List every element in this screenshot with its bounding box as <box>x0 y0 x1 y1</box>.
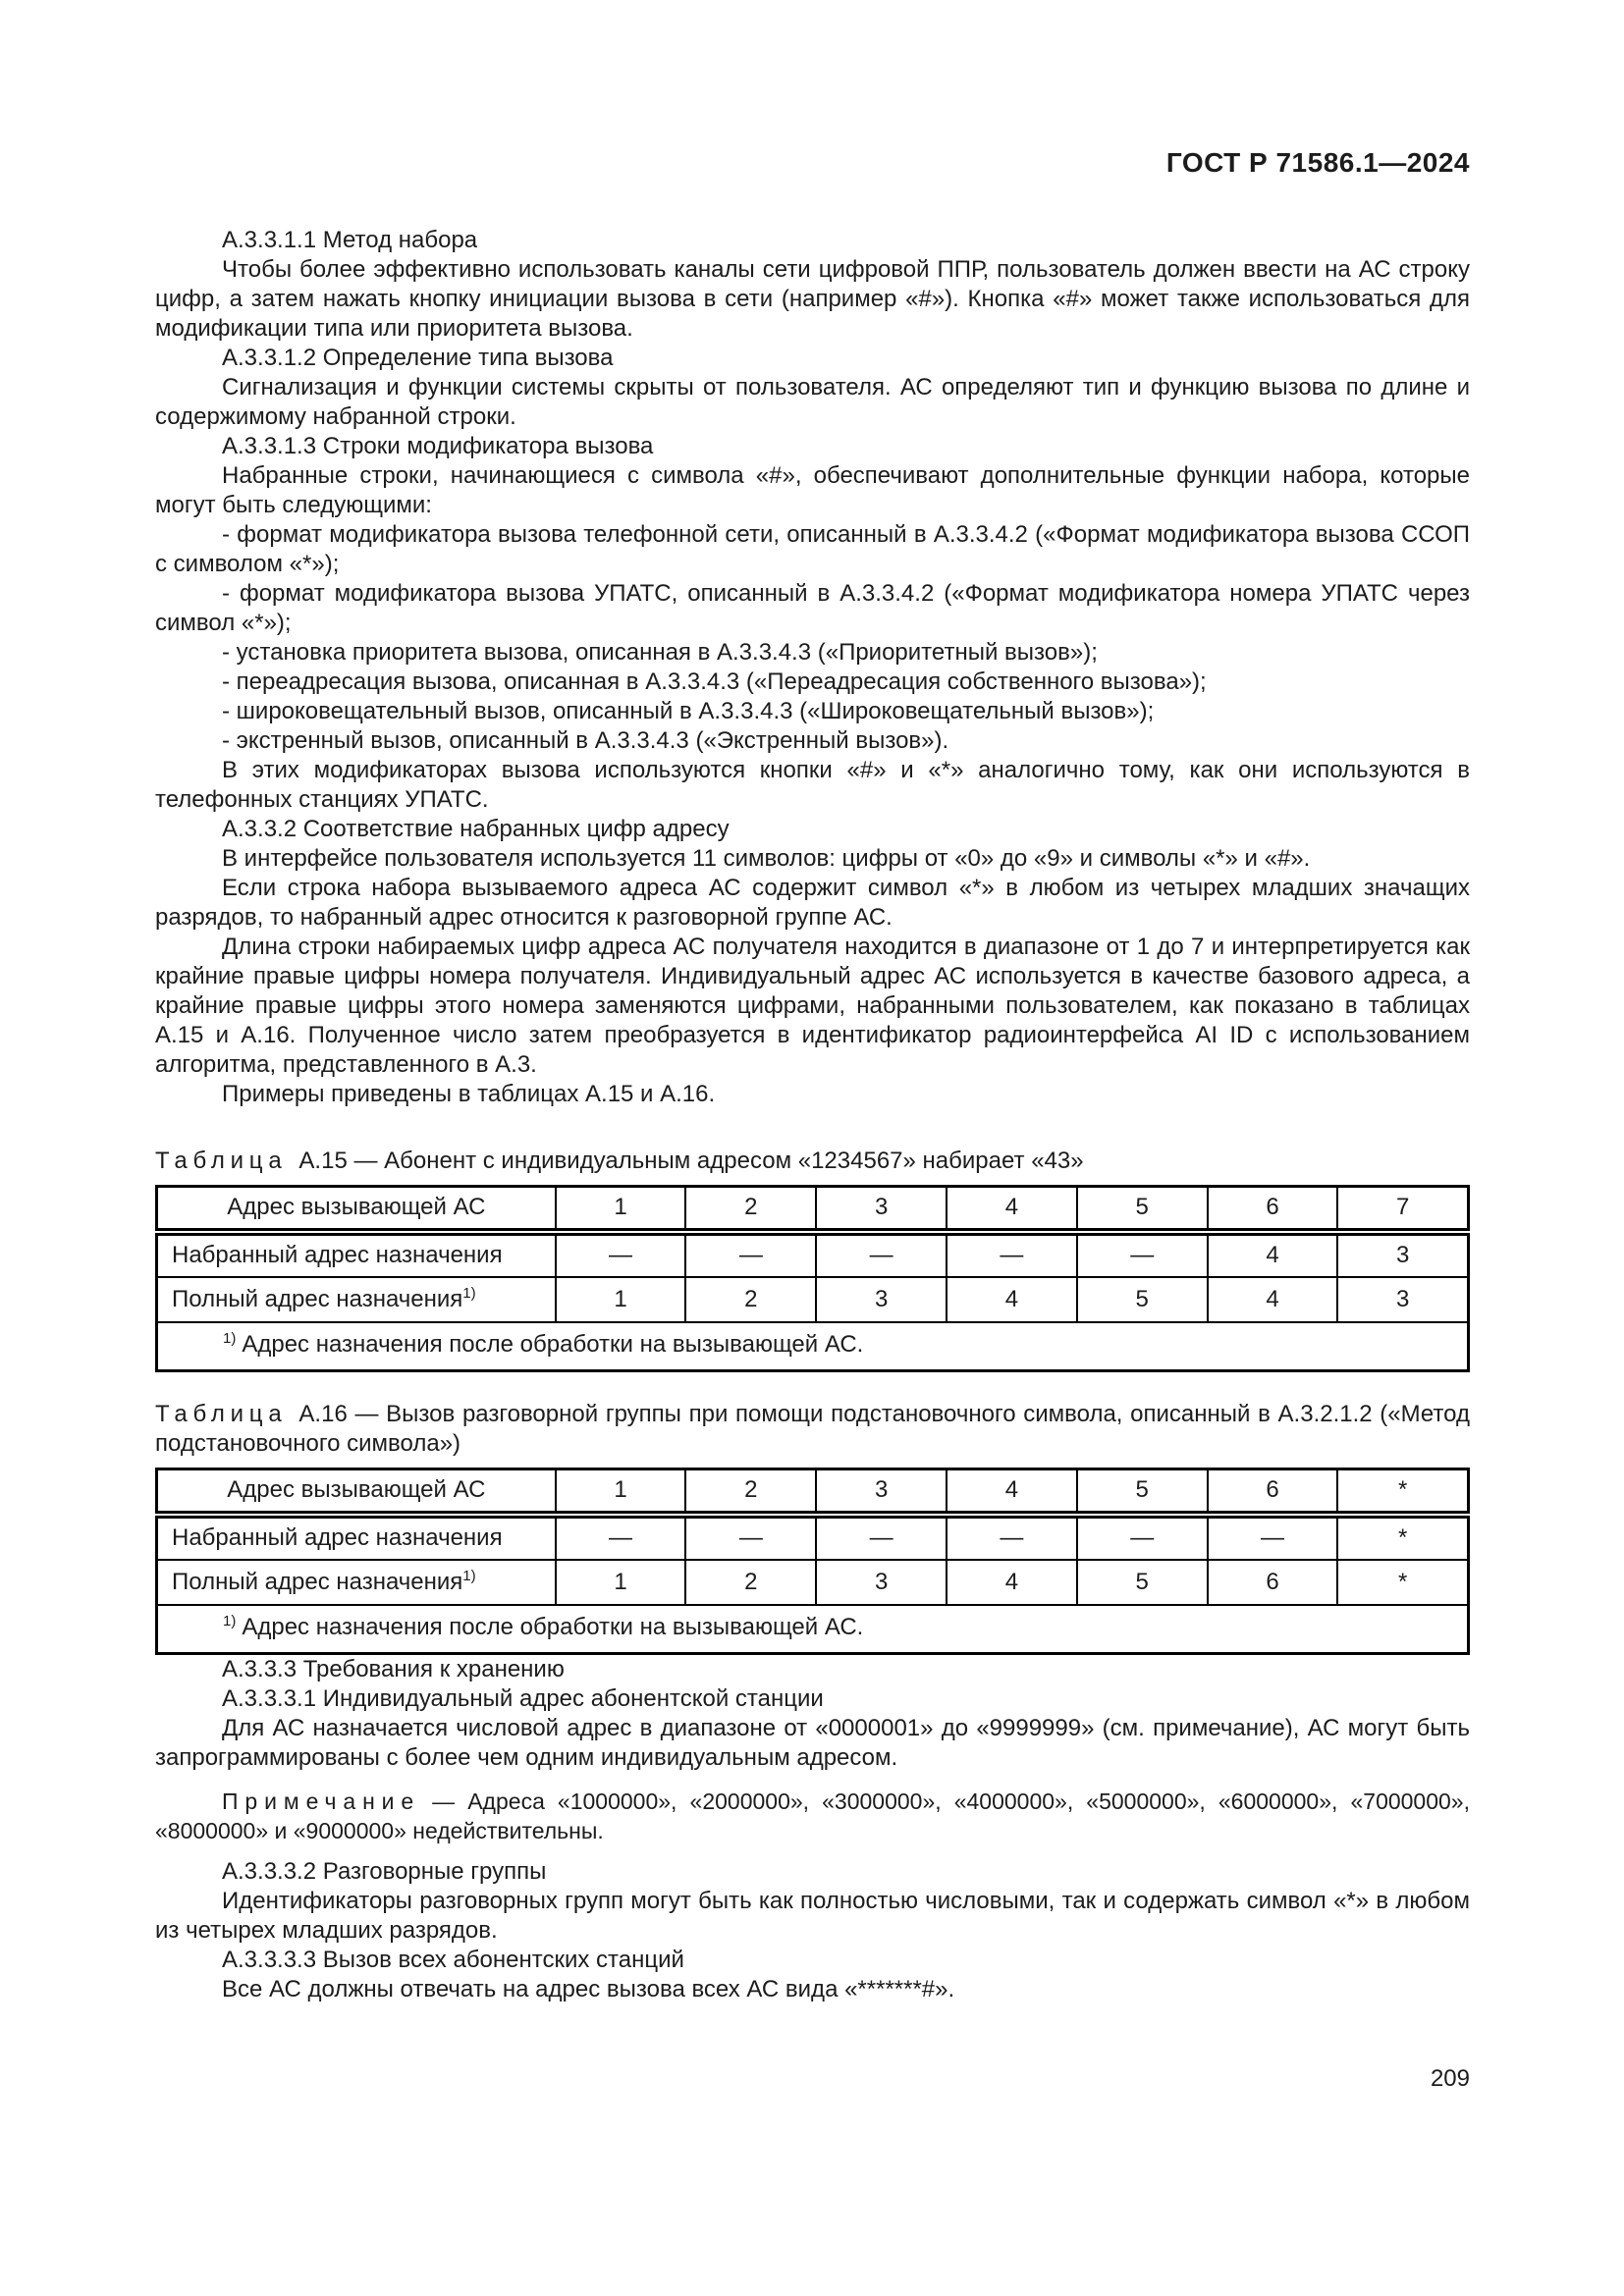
table-header-cell: Адрес вызывающей АС <box>157 1469 556 1515</box>
cell: 4 <box>1208 1232 1338 1277</box>
cell: — <box>556 1515 686 1560</box>
cell: 3 <box>1337 1232 1468 1277</box>
table-header-cell: * <box>1337 1469 1468 1515</box>
cell: 5 <box>1077 1277 1208 1322</box>
table-header-cell: Адрес вызывающей АС <box>157 1187 556 1232</box>
paragraph: Чтобы более эффективно использовать каналы сети цифровой ППР, пользователь должен ввести на АС строку цифр, а затем нажать кнопку инициации вызова в сети (например «#»). Кнопка «#» может также использоваться для модификации типа или приоритета вызова. <box>155 256 1470 342</box>
cell: — <box>1077 1515 1208 1560</box>
cell: 4 <box>947 1560 1077 1605</box>
page-content <box>155 226 1470 2004</box>
section-heading: А.3.3.1.3 Строки модификатора вызова <box>222 433 654 459</box>
list-item: - формат модификатора вызова телефонной сети, описанный в А.3.3.4.2 («Формат модификатора вызова ССОП с символом «*»); <box>155 521 1470 577</box>
table-header-cell: 5 <box>1077 1187 1208 1232</box>
list-item: - переадресация вызова, описанная в А.3.3.4.3 («Переадресация собственного вызова»); <box>222 668 1207 695</box>
table-a15 <box>155 1185 1470 1372</box>
paragraph: Все АС должны отвечать на адрес вызова всех АС вида «*******#». <box>222 1976 955 2002</box>
section-heading: А.3.3.3 Требования к хранению <box>222 1656 565 1682</box>
cell: — <box>685 1232 816 1277</box>
cell: 4 <box>947 1277 1077 1322</box>
table-caption-text: А.15 — Абонент с индивидуальным адресом «1234567» набирает «43» <box>298 1148 1084 1174</box>
note <box>155 1787 1470 1845</box>
section-heading: А.3.3.3.2 Разговорные группы <box>222 1858 547 1885</box>
list-item: - широковещательный вызов, описанный в А.3.3.4.3 («Широковещательный вызов»); <box>222 698 1155 724</box>
paragraph: Сигнализация и функции системы скрыты от пользователя. АС определяют тип и функцию вызова по длине и содержимому набранной строки. <box>155 374 1470 430</box>
cell: 3 <box>1337 1277 1468 1322</box>
table-caption-label: Таблица <box>155 1401 288 1427</box>
section-heading: А.3.3.1.2 Определение типа вызова <box>222 345 614 371</box>
table-row <box>157 1187 1469 1232</box>
list-item: - установка приоритета вызова, описанная в А.3.3.4.3 («Приоритетный вызов»); <box>222 639 1098 666</box>
page-number: 209 <box>1430 2065 1470 2092</box>
paragraph: В интерфейсе пользователя используется 11 символов: цифры от «0» до «9» и символы «*» и «#». <box>222 845 1311 872</box>
paragraph: Длина строки набираемых цифр адреса АС получателя находится в диапазоне от 1 до 7 и интерпретируется как крайние правые цифры номера получателя. Индивидуальный адрес АС используется в качестве базового адреса, а крайние правые цифры этого номера заменяются цифрами, набранными пользователем, как показано в таблицах А.15 и А.16. Полученное число затем преобразуется в идентификатор радиоинтерфейса AI ID с использованием алгоритма, представленного в А.3. <box>155 934 1470 1078</box>
row-label: Полный адрес назначения$^{1)}$ <box>157 1277 556 1322</box>
cell: — <box>685 1515 816 1560</box>
list-item: - экстренный вызов, описанный в А.3.3.4.3 («Экстренный вызов»). <box>222 727 949 754</box>
paragraph: Набранные строки, начинающиеся с символа «#», обеспечивают дополнительные функции набора, которые могут быть следующими: <box>155 462 1470 518</box>
table-header-cell: 1 <box>556 1469 686 1515</box>
section-heading: А.3.3.2 Соответствие набранных цифр адресу <box>222 816 730 842</box>
paragraph: Идентификаторы разговорных групп могут быть как полностью числовыми, так и содержать символ «*» в любом из четырех младших разрядов. <box>155 1888 1470 1944</box>
cell: — <box>947 1515 1077 1560</box>
table-row <box>157 1515 1469 1560</box>
table-header-cell: 4 <box>947 1187 1077 1232</box>
cell: * <box>1337 1515 1468 1560</box>
cell: 1 <box>556 1277 686 1322</box>
row-label: Набранный адрес назначения <box>157 1232 556 1277</box>
table-header-cell: 3 <box>816 1187 947 1232</box>
table-header-cell: 6 <box>1208 1469 1338 1515</box>
cell: * <box>1337 1560 1468 1605</box>
cell: 6 <box>1208 1560 1338 1605</box>
section-heading: А.3.3.3.3 Вызов всех абонентских станций <box>222 1947 684 1973</box>
table-footnote: $^{1)}$ Адрес назначения после обработки на вызывающей АС. <box>157 1605 1469 1654</box>
table-footnote-row <box>157 1322 1469 1371</box>
table-caption-text: А.16 — Вызов разговорной группы при помощи подстановочного символа, описанный в А.3.2.1.2 («Метод подстановочного символа») <box>155 1401 1470 1457</box>
footnote-marker: 1) <box>223 1613 237 1630</box>
cell: 4 <box>1208 1277 1338 1322</box>
table-row <box>157 1560 1469 1605</box>
note-label: Примечание <box>222 1789 421 1814</box>
table-row <box>157 1232 1469 1277</box>
table-header-cell: 2 <box>685 1187 816 1232</box>
paragraph: Примеры приведены в таблицах А.15 и А.16. <box>222 1081 716 1107</box>
table-header-cell: 1 <box>556 1187 686 1232</box>
table-header-cell: 5 <box>1077 1469 1208 1515</box>
cell: — <box>556 1232 686 1277</box>
table-header-cell: 6 <box>1208 1187 1338 1232</box>
cell: 3 <box>816 1277 947 1322</box>
table-header-cell: 3 <box>816 1469 947 1515</box>
table-a16-caption <box>155 1400 1470 1459</box>
cell: — <box>816 1515 947 1560</box>
cell: 2 <box>685 1560 816 1605</box>
footnote-marker: 1) <box>223 1330 237 1348</box>
table-header-cell: 4 <box>947 1469 1077 1515</box>
paragraph: Если строка набора вызываемого адреса АС содержит символ «*» в любом из четырех младших значащих разрядов, то набранный адрес относится к разговорной группе АС. <box>155 875 1470 931</box>
cell: 3 <box>816 1560 947 1605</box>
cell: — <box>1208 1515 1338 1560</box>
cell: — <box>947 1232 1077 1277</box>
note-text: — Адреса «1000000», «2000000», «3000000», «4000000», «5000000», «6000000», «7000000», «8000000» и «9000000» недействительны. <box>155 1789 1470 1843</box>
paragraph: В этих модификаторах вызова используются кнопки «#» и «*» аналогично тому, как они используются в телефонных станциях УПАТС. <box>155 757 1470 813</box>
paragraph: Для АС назначается числовой адрес в диапазоне от «0000001» до «9999999» (см. примечание), АС могут быть запрограммированы с более чем одним индивидуальным адресом. <box>155 1715 1470 1771</box>
footnote-marker: 1) <box>462 1284 476 1302</box>
cell: — <box>1077 1232 1208 1277</box>
table-header-cell: 7 <box>1337 1187 1468 1232</box>
cell: 2 <box>685 1277 816 1322</box>
table-footnote-row <box>157 1605 1469 1654</box>
standard-designation: ГОСТ Р 71586.1—2024 <box>1165 147 1470 178</box>
table-a15-caption <box>155 1147 1470 1176</box>
cell: — <box>816 1232 947 1277</box>
section-heading: А.3.3.1.1 Метод набора <box>222 227 478 253</box>
table-footnote: $^{1)}$ Адрес назначения после обработки на вызывающей АС. <box>157 1322 1469 1371</box>
table-a16 <box>155 1468 1470 1655</box>
footnote-marker: 1) <box>462 1567 476 1584</box>
cell: 5 <box>1077 1560 1208 1605</box>
row-label: Полный адрес назначения$^{1)}$ <box>157 1560 556 1605</box>
row-label: Набранный адрес назначения <box>157 1515 556 1560</box>
cell: 1 <box>556 1560 686 1605</box>
section-heading: А.3.3.3.1 Индивидуальный адрес абонентской станции <box>222 1685 824 1712</box>
list-item: - формат модификатора вызова УПАТС, описанный в А.3.3.4.2 («Формат модификатора номера УПАТС через символ «*»); <box>155 580 1470 636</box>
table-row <box>157 1469 1469 1515</box>
table-header-cell: 2 <box>685 1469 816 1515</box>
table-row <box>157 1277 1469 1322</box>
table-caption-label: Таблица <box>155 1148 288 1174</box>
